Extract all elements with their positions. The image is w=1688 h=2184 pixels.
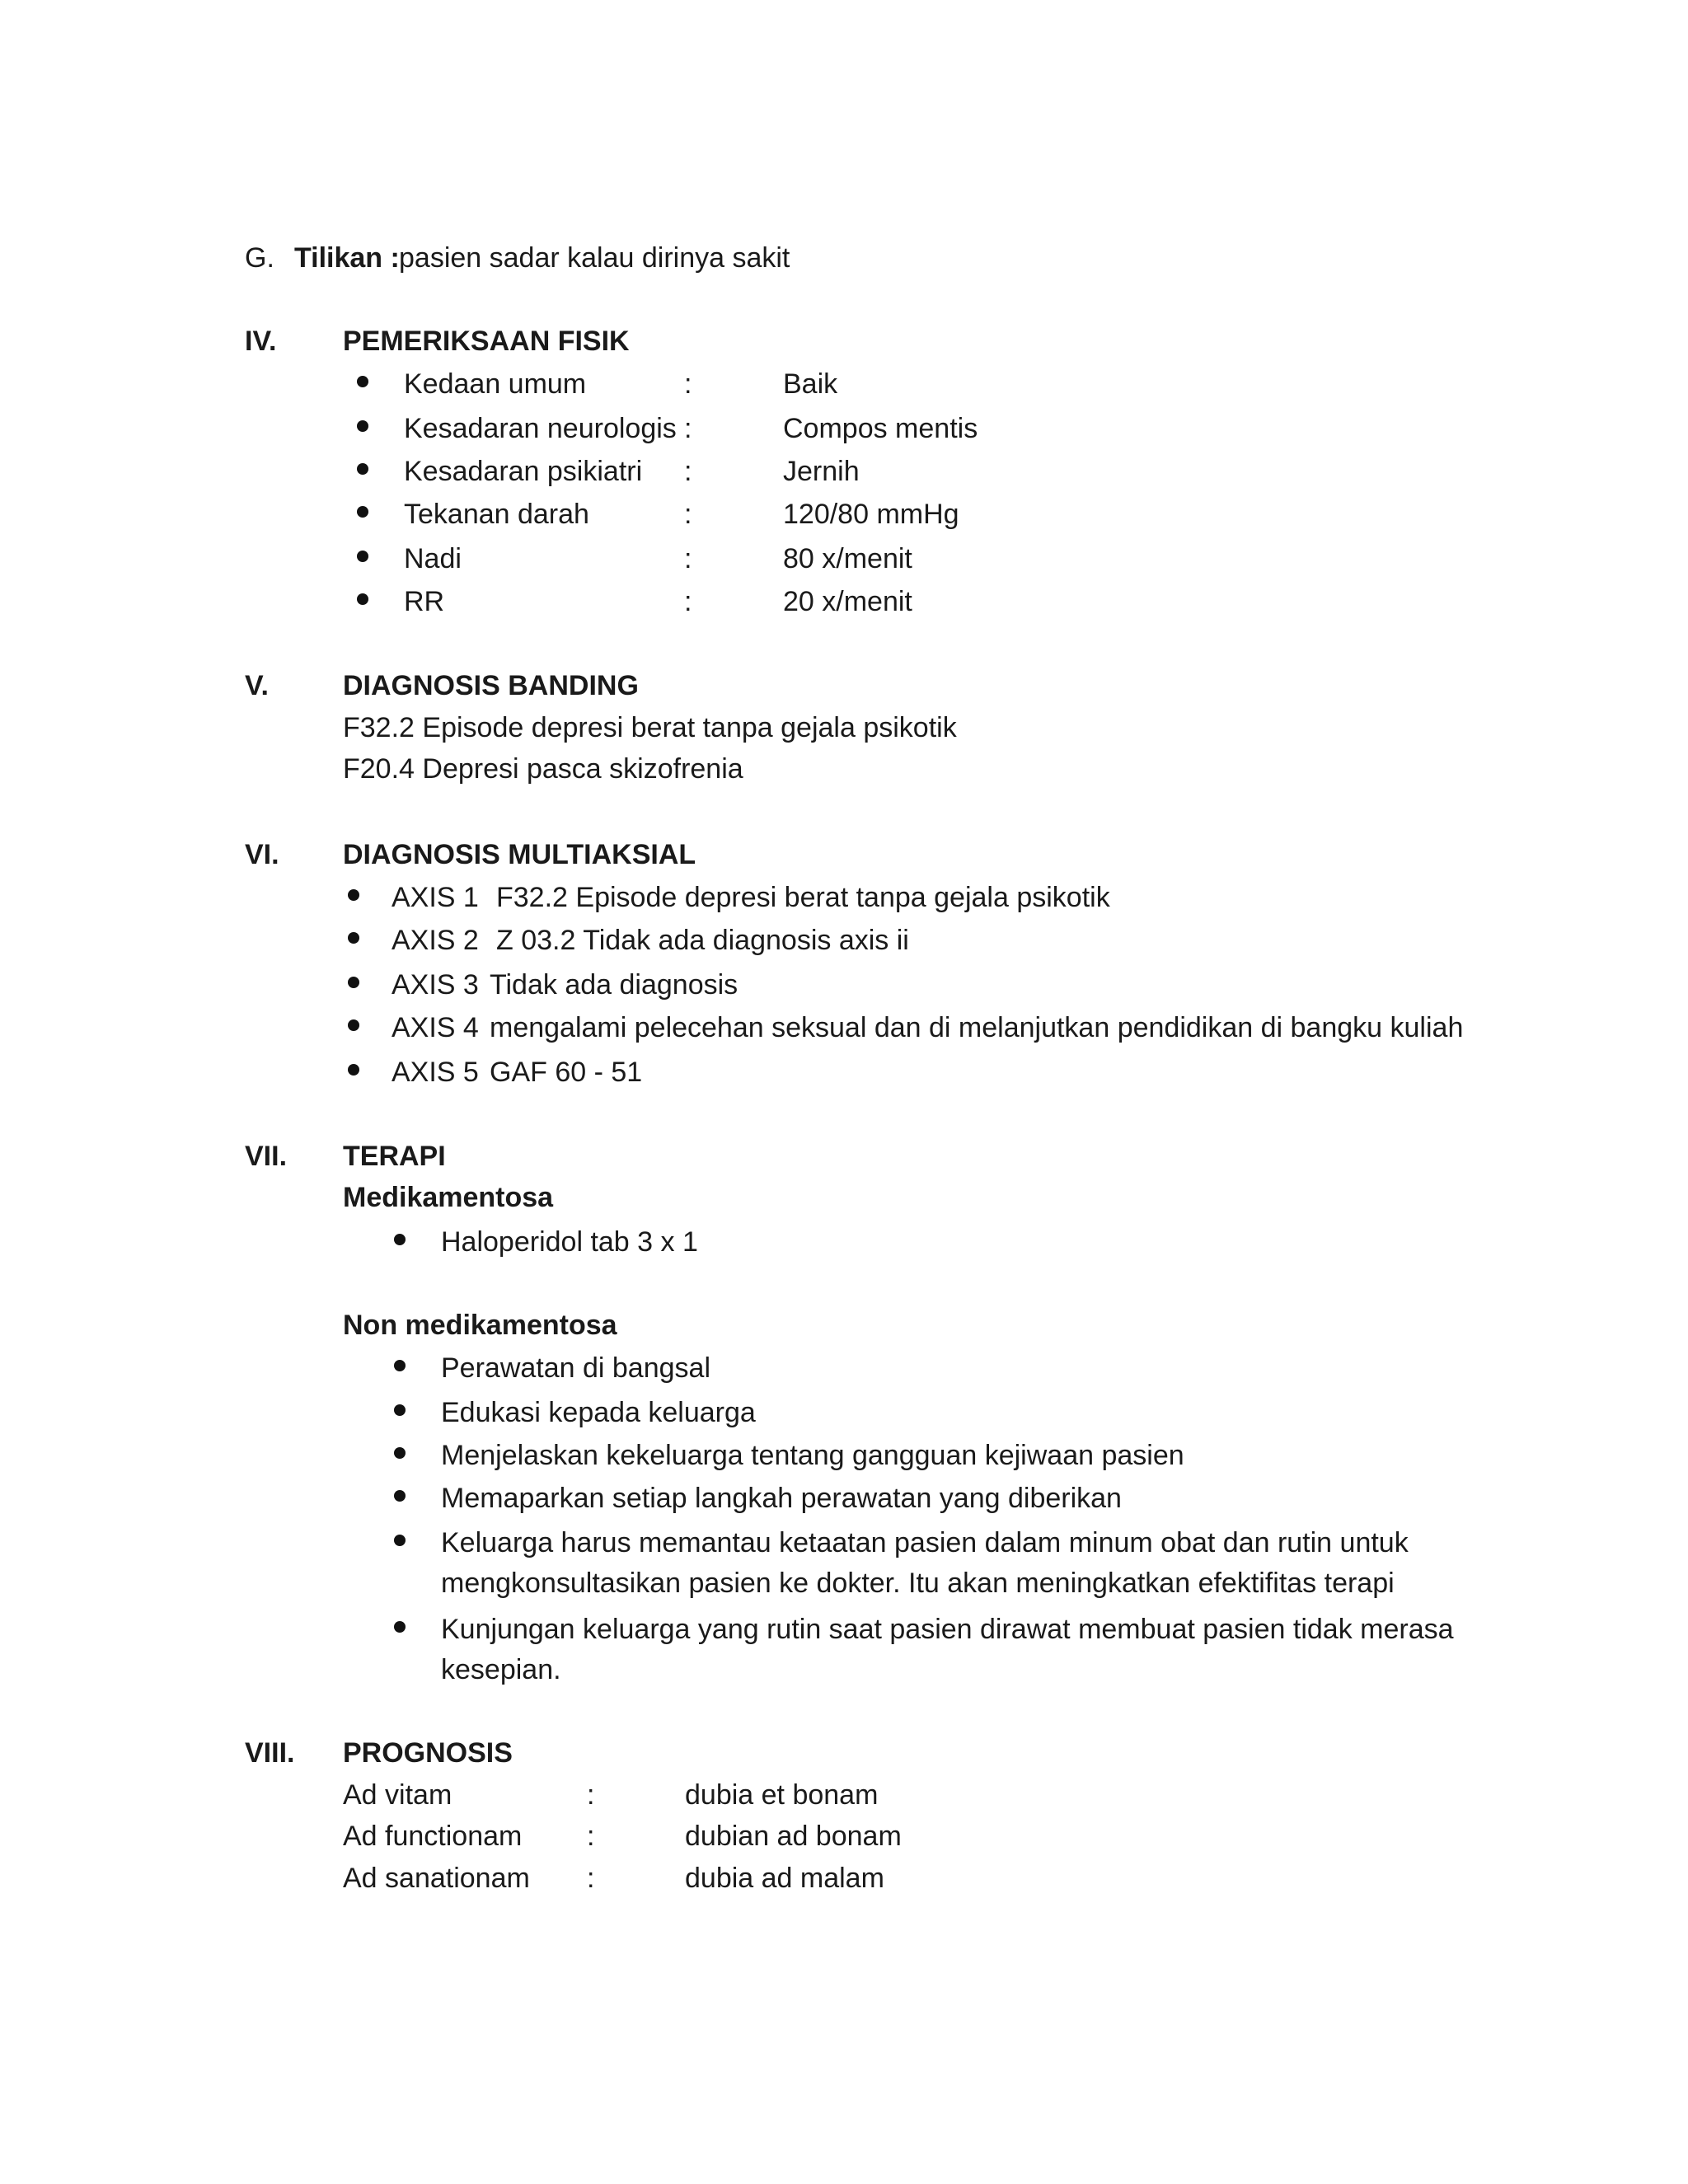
bullet-icon <box>357 463 368 475</box>
section-number-viii: VIII. <box>245 1737 295 1769</box>
item-text-continued: mengkonsultasikan pasien ke dokter. Itu akan meningkatkan efektifitas terapi <box>441 1568 1395 1599</box>
section-title-pemeriksaan-fisik: PEMERIKSAAN FISIK <box>343 326 630 357</box>
bullet-icon <box>348 889 359 901</box>
prognosis-label: Ad sanationam <box>343 1863 530 1894</box>
bullet-icon <box>394 1404 406 1416</box>
item-separator: : <box>684 368 692 400</box>
axis-label: AXIS 2 <box>392 925 479 956</box>
item-separator: : <box>684 456 692 487</box>
subsection-title-medikamentosa: Medikamentosa <box>343 1182 554 1213</box>
bullet-icon <box>348 977 359 988</box>
bullet-icon <box>357 506 368 518</box>
item-separator: : <box>684 543 692 574</box>
item-separator: : <box>684 413 692 444</box>
axis-label: AXIS 1 <box>392 882 479 913</box>
item-value: 20 x/menit <box>783 586 912 617</box>
bullet-icon <box>394 1490 406 1502</box>
prognosis-value: dubia ad malam <box>685 1863 884 1894</box>
item-separator: : <box>684 586 692 617</box>
axis-text: Tidak ada diagnosis <box>490 969 738 1001</box>
prognosis-separator: : <box>587 1779 595 1811</box>
section-title-diagnosis-banding: DIAGNOSIS BANDING <box>343 670 639 701</box>
subsection-title-non-medikamentosa: Non medikamentosa <box>343 1310 617 1341</box>
bullet-icon <box>394 1447 406 1459</box>
diagnosis-banding-line: F32.2 Episode depresi berat tanpa gejala psikotik <box>343 712 957 743</box>
axis-label: AXIS 5 <box>392 1057 479 1088</box>
axis-label: AXIS 4 <box>392 1012 479 1043</box>
item-label: RR <box>404 586 445 617</box>
item-text: Menjelaskan kekeluarga tentang gangguan kejiwaan pasien <box>441 1440 1184 1471</box>
bullet-icon <box>348 1064 359 1076</box>
bullet-icon <box>348 1019 359 1031</box>
item-value: 120/80 mmHg <box>783 499 959 530</box>
item-text: Perawatan di bangsal <box>441 1352 711 1384</box>
prognosis-value: dubian ad bonam <box>685 1821 902 1852</box>
item-text: Kunjungan keluarga yang rutin saat pasien dirawat membuat pasien tidak merasa <box>441 1614 1454 1645</box>
axis-label: AXIS 3 <box>392 969 479 1001</box>
item-text-continued: kesepian. <box>441 1654 561 1685</box>
item-label: Kesadaran neurologis <box>404 413 677 444</box>
bullet-icon <box>394 1360 406 1371</box>
item-text: Keluarga harus memantau ketaatan pasien dalam minum obat dan rutin untuk <box>441 1527 1409 1558</box>
item-label: Kesadaran psikiatri <box>404 456 643 487</box>
item-value: Jernih <box>783 456 860 487</box>
prognosis-label: Ad functionam <box>343 1821 523 1852</box>
bullet-icon <box>394 1621 406 1633</box>
item-value: Baik <box>783 368 838 400</box>
section-title-terapi: TERAPI <box>343 1141 446 1172</box>
section-number-vi: VI. <box>245 839 279 870</box>
item-text: Memaparkan setiap langkah perawatan yang diberikan <box>441 1483 1122 1514</box>
section-title-prognosis: PROGNOSIS <box>343 1737 513 1769</box>
item-text: Haloperidol tab 3 x 1 <box>441 1226 698 1258</box>
section-number-iv: IV. <box>245 326 277 357</box>
bullet-icon <box>394 1535 406 1546</box>
bullet-icon <box>357 420 368 432</box>
prognosis-value: dubia et bonam <box>685 1779 879 1811</box>
bullet-icon <box>357 376 368 387</box>
bullet-icon <box>348 932 359 944</box>
prognosis-label: Ad vitam <box>343 1779 452 1811</box>
item-separator: : <box>684 499 692 530</box>
section-letter-g: G. <box>245 242 274 274</box>
bullet-icon <box>357 593 368 605</box>
item-label: Kedaan umum <box>404 368 587 400</box>
bullet-icon <box>357 551 368 562</box>
axis-text: F32.2 Episode depresi berat tanpa gejala psikotik <box>496 882 1110 913</box>
axis-text: mengalami pelecehan seksual dan di melanjutkan pendidikan di bangku kuliah <box>490 1012 1464 1043</box>
section-number-v: V. <box>245 670 270 701</box>
item-text: Edukasi kepada keluarga <box>441 1397 756 1428</box>
item-value: Compos mentis <box>783 413 978 444</box>
axis-text: Z 03.2 Tidak ada diagnosis axis ii <box>496 925 909 956</box>
bullet-icon <box>394 1234 406 1245</box>
item-label: Tekanan darah <box>404 499 589 530</box>
section-number-vii: VII. <box>245 1141 288 1172</box>
diagnosis-banding-line: F20.4 Depresi pasca skizofrenia <box>343 753 743 785</box>
axis-text: GAF 60 - 51 <box>490 1057 643 1088</box>
prognosis-separator: : <box>587 1821 595 1852</box>
item-value: 80 x/menit <box>783 543 912 574</box>
section-title-diagnosis-multiaksial: DIAGNOSIS MULTIAKSIAL <box>343 839 696 870</box>
prognosis-separator: : <box>587 1863 595 1894</box>
tilikan-value: pasien sadar kalau dirinya sakit <box>399 242 790 274</box>
item-label: Nadi <box>404 543 462 574</box>
tilikan-label: Tilikan : <box>294 242 400 274</box>
